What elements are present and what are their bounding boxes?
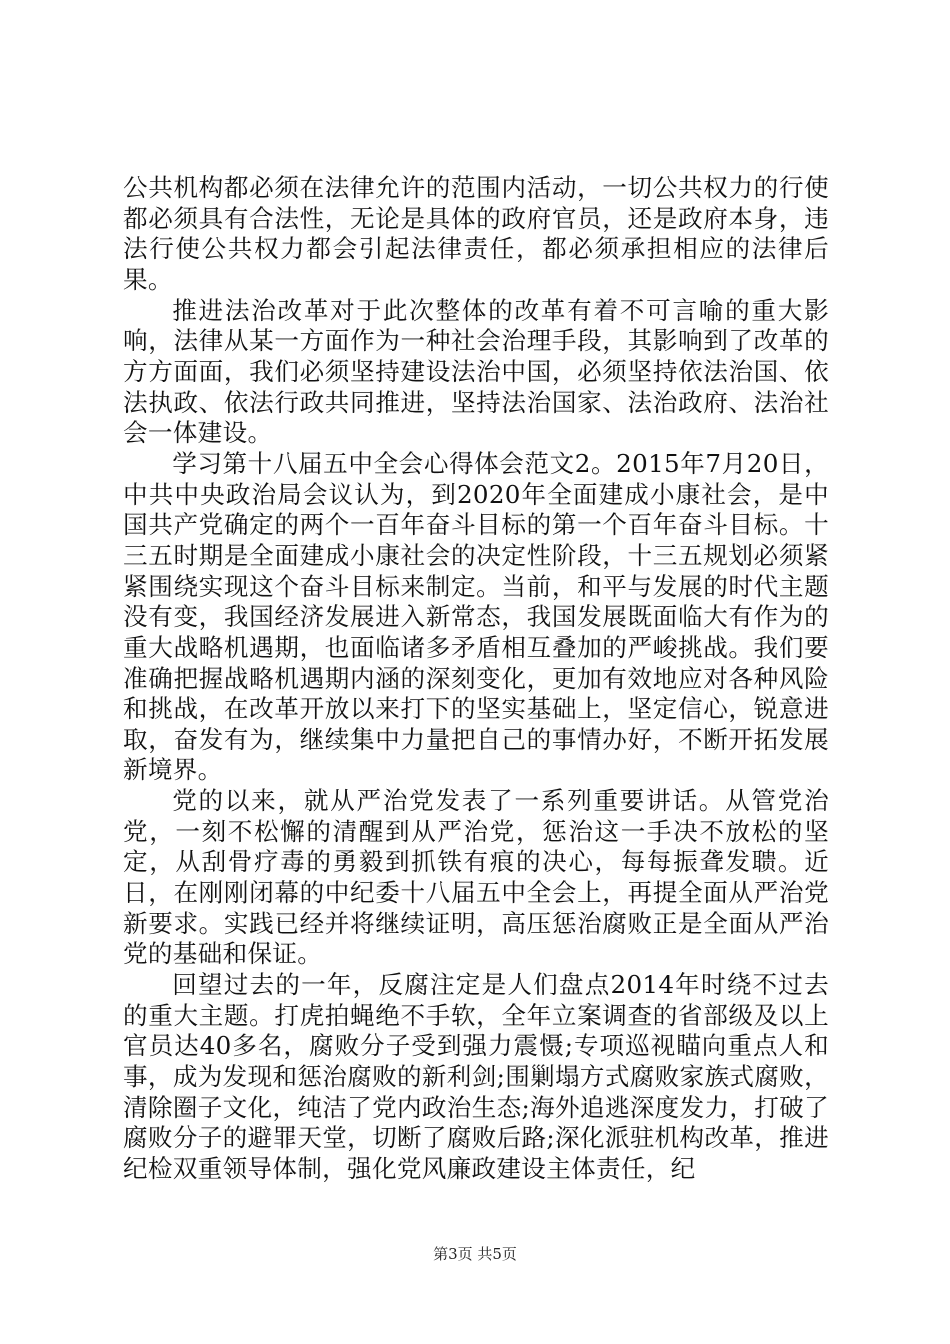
paragraph-4: 党的以来，就从严治党发表了一系列重要讲话。从管党治党，一刻不松懈的清醒到从严治党，惩治这一手决不放松的坚定，从刮骨疗毒的勇毅到抓铁有痕的决心，每每振聋发聩。近日，在刚刚闭幕的中纪委十八届五中全会上，再提全面从严治党新要求。实践已经并将继续证明，高压惩治腐败正是全面从严治党的基础和保证。 bbox=[123, 786, 829, 969]
paragraph-1: 公共机构都必须在法律允许的范围内活动，一切公共权力的行使都必须具有合法性，无论是具体的政府官员，还是政府本身，违法行使公共权力都会引起法律责任，都必须承担相应的法律后果。 bbox=[123, 173, 829, 294]
paragraph-2: 推进法治改革对于此次整体的改革有着不可言喻的重大影响，法律从某一方面作为一种社会治理手段，其影响到了改革的方方面面，我们必须坚持建设法治中国，必须坚持依法治国、依法执政、依法行政共同推进，坚持法治国家、法治政府、法治社会一体建设。 bbox=[123, 295, 829, 448]
paragraph-3: 学习第十八届五中全会心得体会范文2。2015年7月20日，中共中央政治局会议认为，到2020年全面建成小康社会，是中国共产党确定的两个一百年奋斗目标的第一个百年奋斗目标。十三五时期是全面建成小康社会的决定性阶段，十三五规划必须紧紧围绕实现这个奋斗目标来制定。当前，和平与发展的时代主题没有变，我国经济发展进入新常态，我国发展既面临大有作为的重大战略机遇期，也面临诸多矛盾相互叠加的严峻挑战。我们要准确把握战略机遇期内涵的深刻变化，更加有效地应对各种风险和挑战，在改革开放以来打下的坚实基础上，坚定信心，锐意进取，奋发有为，继续集中力量把自己的事情办好，不断开拓发展新境界。 bbox=[123, 448, 829, 785]
document-body bbox=[123, 173, 829, 1185]
page-footer: 第3页 共5页 bbox=[433, 1245, 517, 1263]
paragraph-5: 回望过去的一年，反腐注定是人们盘点2014年时绕不过去的重大主题。打虎拍蝇绝不手软，全年立案调查的省部级及以上官员达40多名，腐败分子受到强力震慑;专项巡视瞄向重点人和事，成为发现和惩治腐败的新利剑;围剿塌方式腐败家族式腐败，清除圈子文化，纯洁了党内政治生态;海外追逃深度发力，打破了腐败分子的避罪天堂，切断了腐败后路;深化派驻机构改革，推进纪检双重领导体制，强化党风廉政建设主体责任，纪 bbox=[123, 970, 829, 1183]
